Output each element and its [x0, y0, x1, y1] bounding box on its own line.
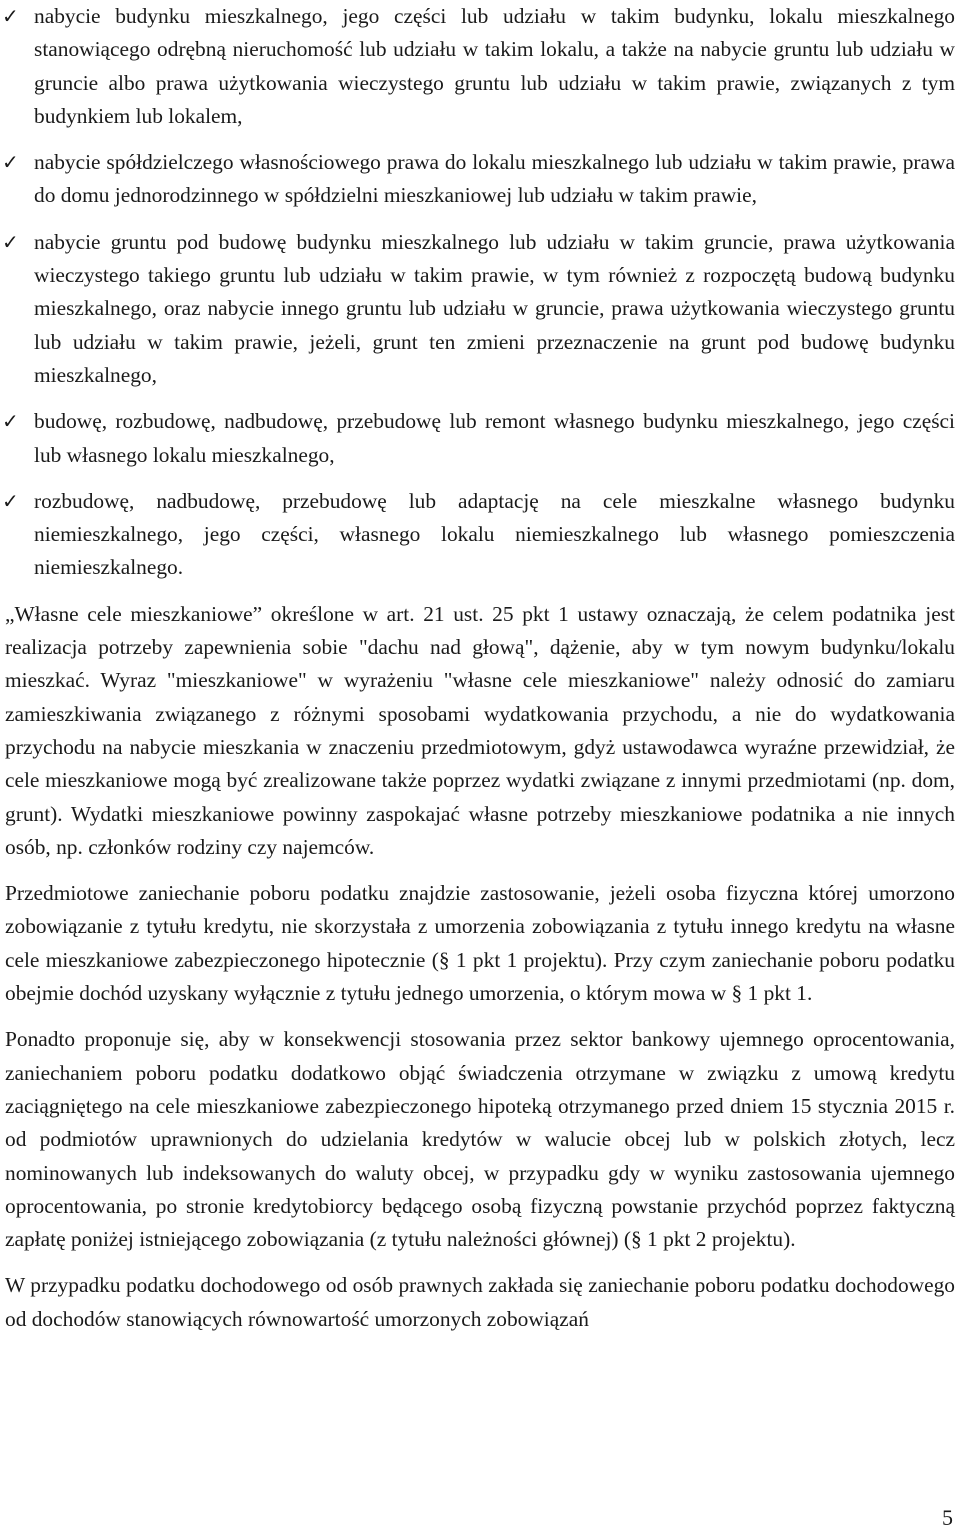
paragraph-negative-interest: Ponadto proponuje się, aby w konsekwencji stosowania przez sektor bankowy ujemnego oprocentowania, zaniechaniem poboru podatku dodatkowo objąć świadczenia otrzymane w związku z umową kredytu zaciągniętego na cele mieszkaniowe zabezpieczonego hipoteką otrzymanego przed dniem 15 stycznia 2015 r. od podmiotów uprawnionych do udzielania kredytów w walucie obcej lub w polskich złotych, lecz nominowanych lub indeksowanych do waluty obcej, w przypadku gdy w wyniku zastosowania ujemnego oprocentowania, po stronie kredytobiorcy będącego osobą fizyczną powstanie przychód poprzez faktyczną zapłatę poniżej istniejącego zobowiązania (z tytułu należności głównej) (§ 1 pkt 2 projektu). [5, 1027, 955, 1252]
list-item-text: nabycie budynku mieszkalnego, jego części lub udziału w takim budynku, lokalu mieszkalnego stanowiącego odrębną nieruchomość lub udziału w takim lokalu, a także na nabycie gruntu lub udziału w gruncie albo prawa użytkowania wieczystego gruntu lub udziału w takim prawie, związanych z tym budynkiem lub lokalem, [34, 4, 955, 128]
list-item-text: nabycie spółdzielczego własnościowego prawa do lokalu mieszkalnego lub udziału w takim prawie, prawa do domu jednorodzinnego w spółdzielni mieszkaniowej lub udziału w takim prawie, [34, 150, 955, 208]
paragraph-own-housing-purposes: „Własne cele mieszkaniowe” określone w art. 21 ust. 25 pkt 1 ustawy oznaczają, że celem podatnika jest realizacja potrzeby zapewnienia sobie "dachu nad głową", dążenie, aby w tym nowym budynku/lokalu mieszkać. Wyraz "mieszkaniowe" w wyrażeniu "własne cele mieszkaniowe" należy odnosić do zamiaru zamieszkiwania związanego z różnymi sposobami wydatkowania przychodu, a nie do wydatkowania przychodu na nabycie mieszkania w znaczeniu przedmiotowym, gdyż ustawodawca wyraźne przewidział, że cele mieszkaniowe mogą być zrealizowane także poprzez wydatki związane z innymi przedmiotami (np. dom, grunt). Wydatki mieszkaniowe powinny zaspokajać własne potrzeby mieszkaniowe podatnika a nie innych osób, np. członków rodziny czy najemców. [5, 601, 955, 859]
page-number: 5 [942, 1505, 953, 1530]
check-icon: ✓ [2, 488, 19, 513]
list-item-text: rozbudowę, nadbudowę, przebudowę lub adaptację na cele mieszkalne własnego budynku niemieszkalnego, jego części, własnego lokalu niemieszkalnego lub własnego pomieszczenia niemieszkalnego. [34, 488, 955, 580]
check-icon: ✓ [2, 409, 19, 434]
paragraph-corporate-income-tax: W przypadku podatku dochodowego od osób prawnych zakłada się zaniechanie poboru podatku dochodowego od dochodów stanowiących równowartość umorzonych zobowiązań [5, 1273, 955, 1331]
list-item [2, 226, 955, 392]
document-page [2, 0, 955, 1349]
check-list [2, 0, 955, 585]
list-item [2, 0, 955, 133]
check-icon: ✓ [2, 150, 19, 175]
list-item [2, 485, 955, 585]
list-item-text: budowę, rozbudowę, nadbudowę, przebudowę lub remont własnego budynku mieszkalnego, jego części lub własnego lokalu mieszkalnego, [34, 409, 955, 467]
list-item-text: nabycie gruntu pod budowę budynku mieszkalnego lub udziału w takim gruncie, prawa użytkowania wieczystego takiego gruntu lub udziału w takim prawie, w tym również z rozpoczętą budową budynku mieszkalnego, oraz nabycie innego gruntu lub udziału w gruncie, prawa użytkowania wieczystego gruntu lub udziału w takim prawie, jeżeli, grunt ten zmieni przeznaczenie na grunt pod budowę budynku mieszkalnego, [34, 229, 955, 387]
check-icon: ✓ [2, 229, 19, 254]
check-icon: ✓ [2, 4, 19, 28]
list-item [2, 405, 955, 472]
list-item [2, 146, 955, 213]
paragraph-tax-waiver-condition: Przedmiotowe zaniechanie poboru podatku znajdzie zastosowanie, jeżeli osoba fizyczna której umorzono zobowiązanie z tytułu kredytu, nie skorzystała z umorzenia zobowiązania z tytułu innego kredytu na własne cele mieszkaniowe zabezpieczonego hipotecznie (§ 1 pkt 1 projektu). Przy czym zaniechanie poboru podatku obejmie dochód uzyskany wyłącznie z tytułu jednego umorzenia, o którym mowa w § 1 pkt 1. [5, 881, 955, 1006]
